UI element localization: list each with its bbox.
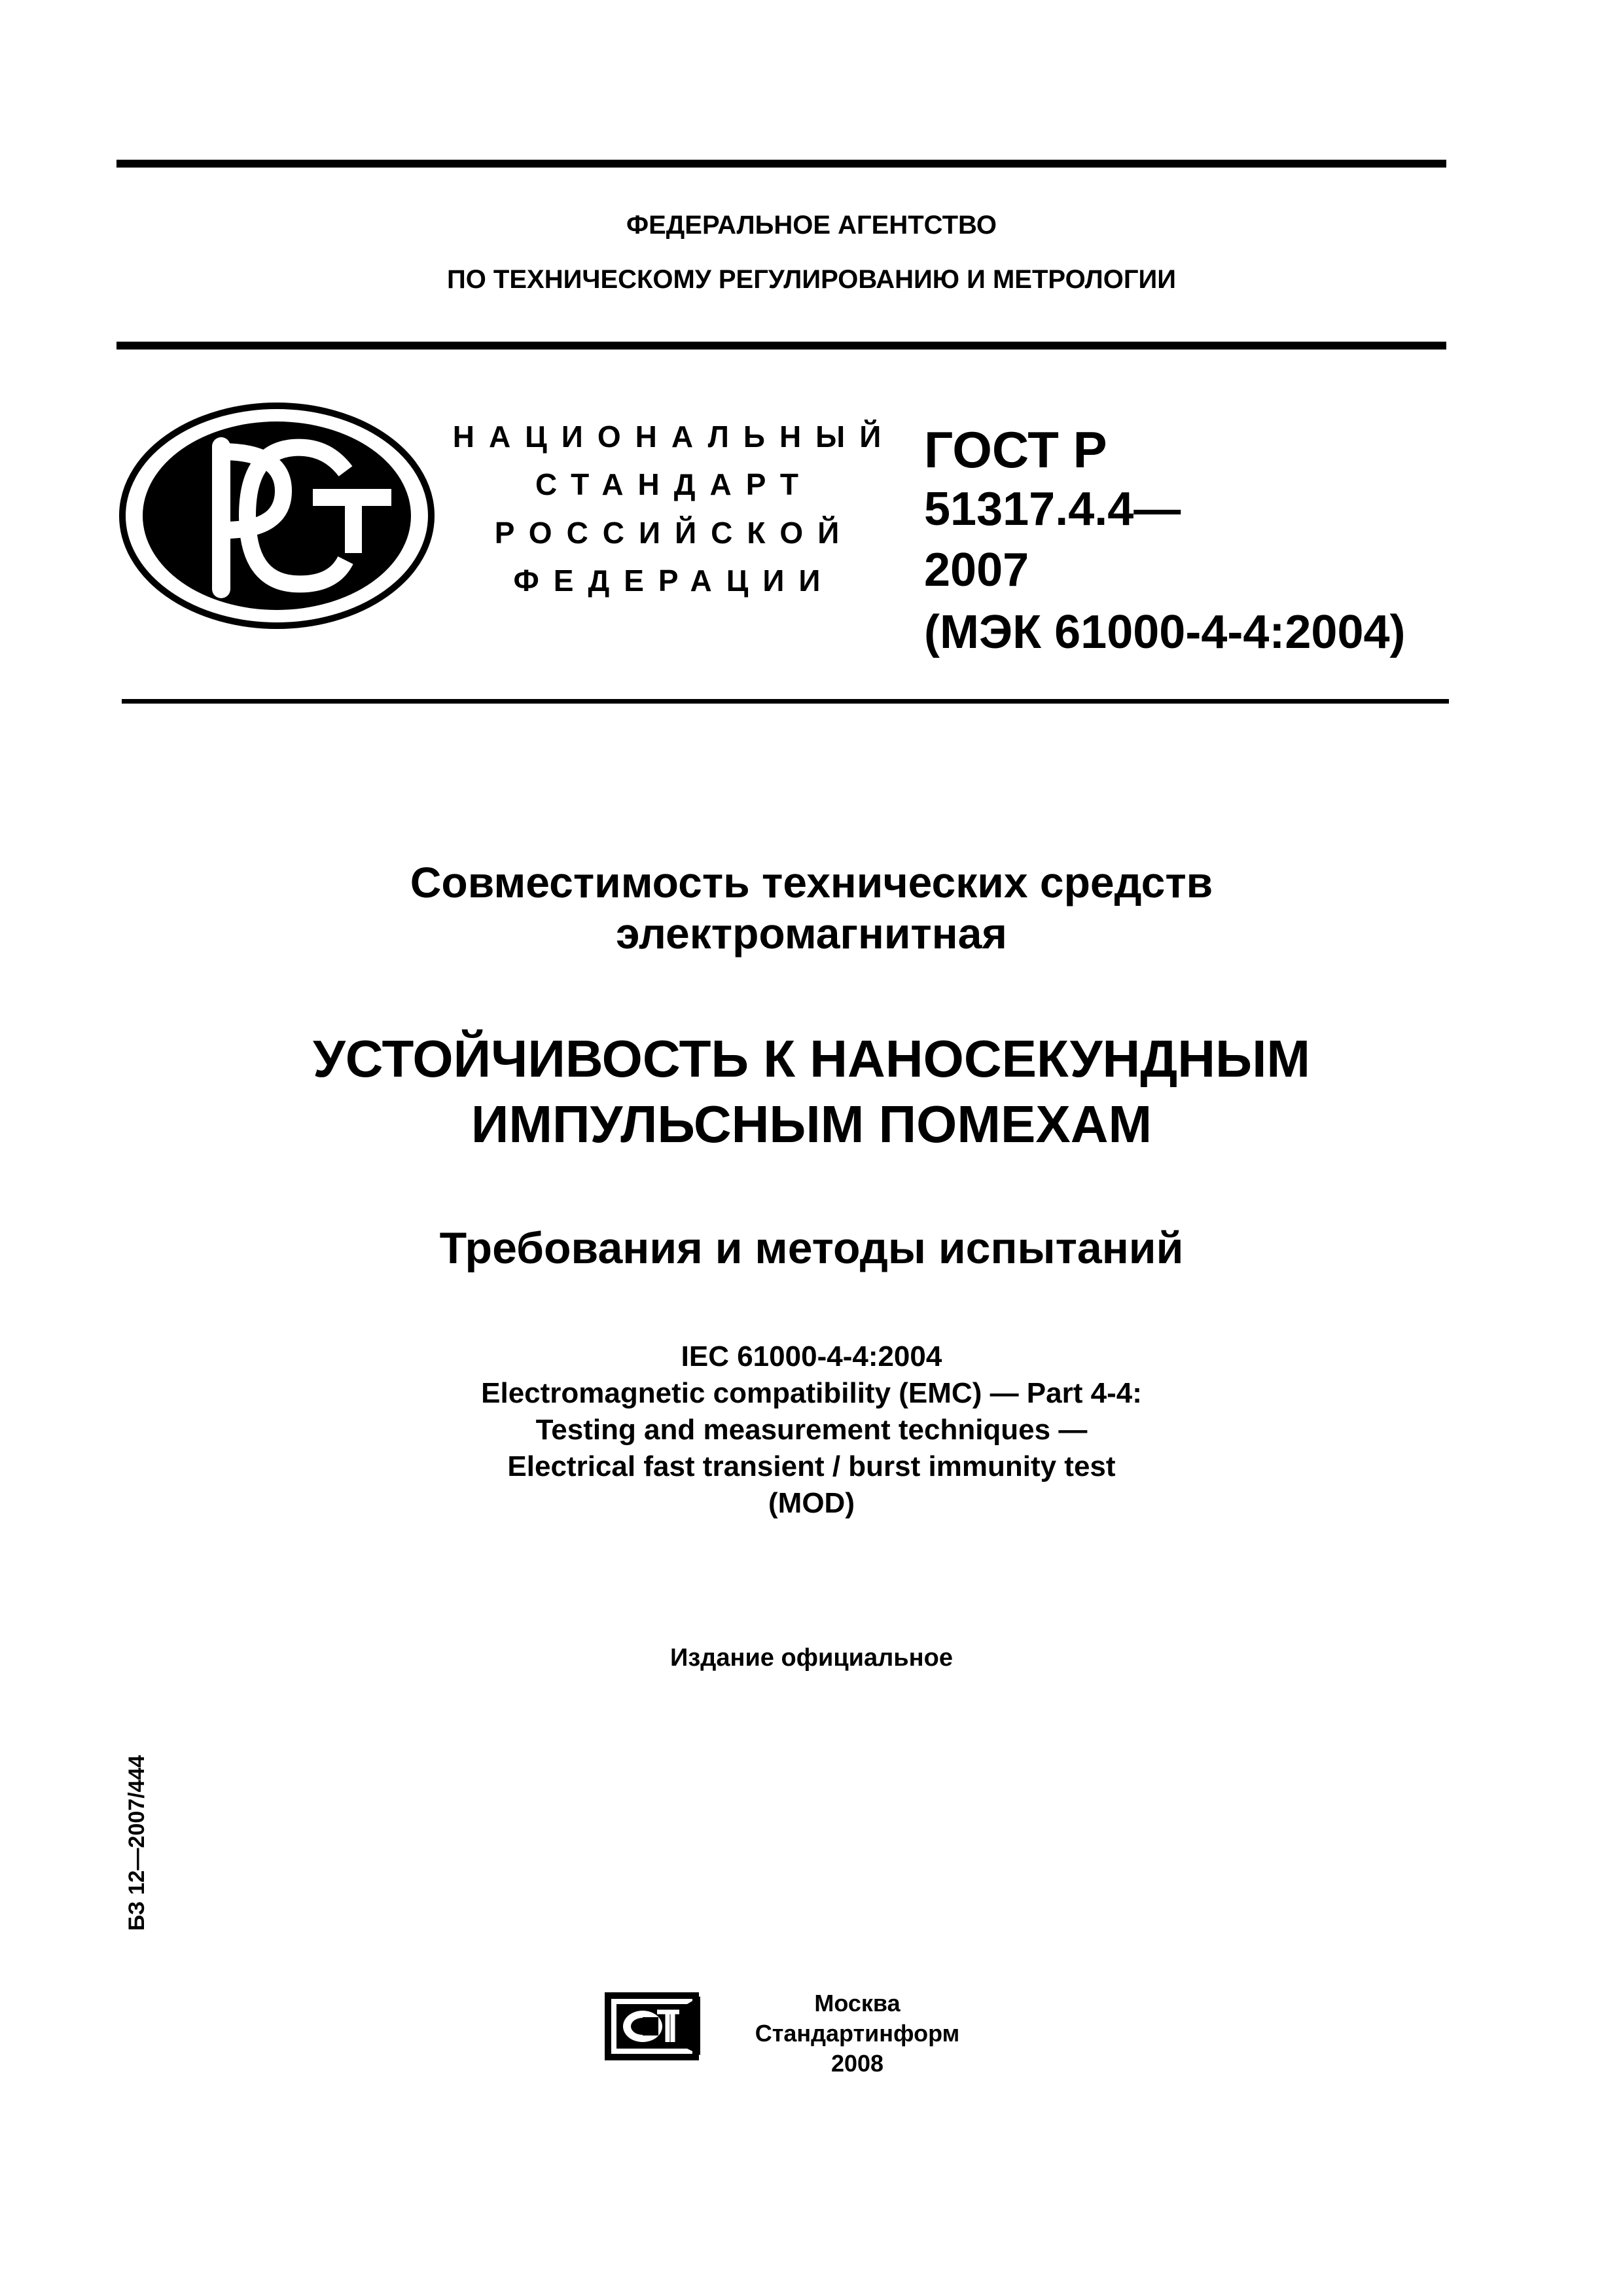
rst-conformity-mark-icon (116, 399, 437, 632)
title-line-2: электромагнитная (616, 909, 1007, 958)
iec-reference-line-1: IEC 61000-4-4:2004 (681, 1340, 942, 1372)
side-code: БЗ 12—2007/444 (124, 1755, 149, 1931)
iec-reference-line-5: (MOD) (768, 1487, 855, 1519)
top-rule (116, 160, 1446, 168)
publisher-city: Москва (814, 1990, 901, 2017)
publisher-name: Стандартинформ (755, 2020, 960, 2047)
main-title-line-2: ИМПУЛЬСНЫМ ПОМЕХАМ (471, 1095, 1152, 1153)
national-standard-line-1: НАЦИОНАЛЬНЫЙ (452, 420, 896, 454)
main-title-line-1: УСТОЙЧИВОСТЬ К НАНОСЕКУНДНЫМ (312, 1030, 1311, 1088)
standartinform-logo-icon (602, 1990, 707, 2063)
title-line-1: Совместимость технических средств (410, 858, 1213, 906)
iec-reference-line-2: Electromagnetic compatibility (EMC) — Part 4-4: (481, 1377, 1142, 1409)
gost-designation-line-3: 2007 (924, 544, 1029, 596)
agency-name-line-2: ПО ТЕХНИЧЕСКОМУ РЕГУЛИРОВАНИЮ И МЕТРОЛОГИИ (446, 265, 1177, 294)
national-standard-line-2: СТАНДАРТ (535, 467, 813, 501)
header-bottom-rule (116, 342, 1446, 350)
edition-label: Издание официальное (670, 1644, 953, 1672)
national-standard-line-4: ФЕДЕРАЦИИ (513, 564, 835, 598)
agency-name-line-1: ФЕДЕРАЛЬНОЕ АГЕНТСТВО (626, 211, 997, 240)
designation-bottom-rule (122, 699, 1449, 704)
gost-designation-line-2: 51317.4.4— (924, 483, 1181, 535)
publisher-year: 2008 (830, 2050, 884, 2077)
iec-reference-line-4: Electrical fast transient / burst immunity test (507, 1450, 1116, 1482)
national-standard-line-3: РОССИЙСКОЙ (494, 516, 854, 550)
subtitle: Требования и методы испытаний (439, 1223, 1184, 1273)
iec-reference-line-3: Testing and measurement techniques — (535, 1414, 1088, 1446)
gost-designation-line-1: ГОСТ Р (924, 421, 1107, 478)
gost-designation-line-4: (МЭК 61000-4-4:2004) (924, 606, 1406, 658)
